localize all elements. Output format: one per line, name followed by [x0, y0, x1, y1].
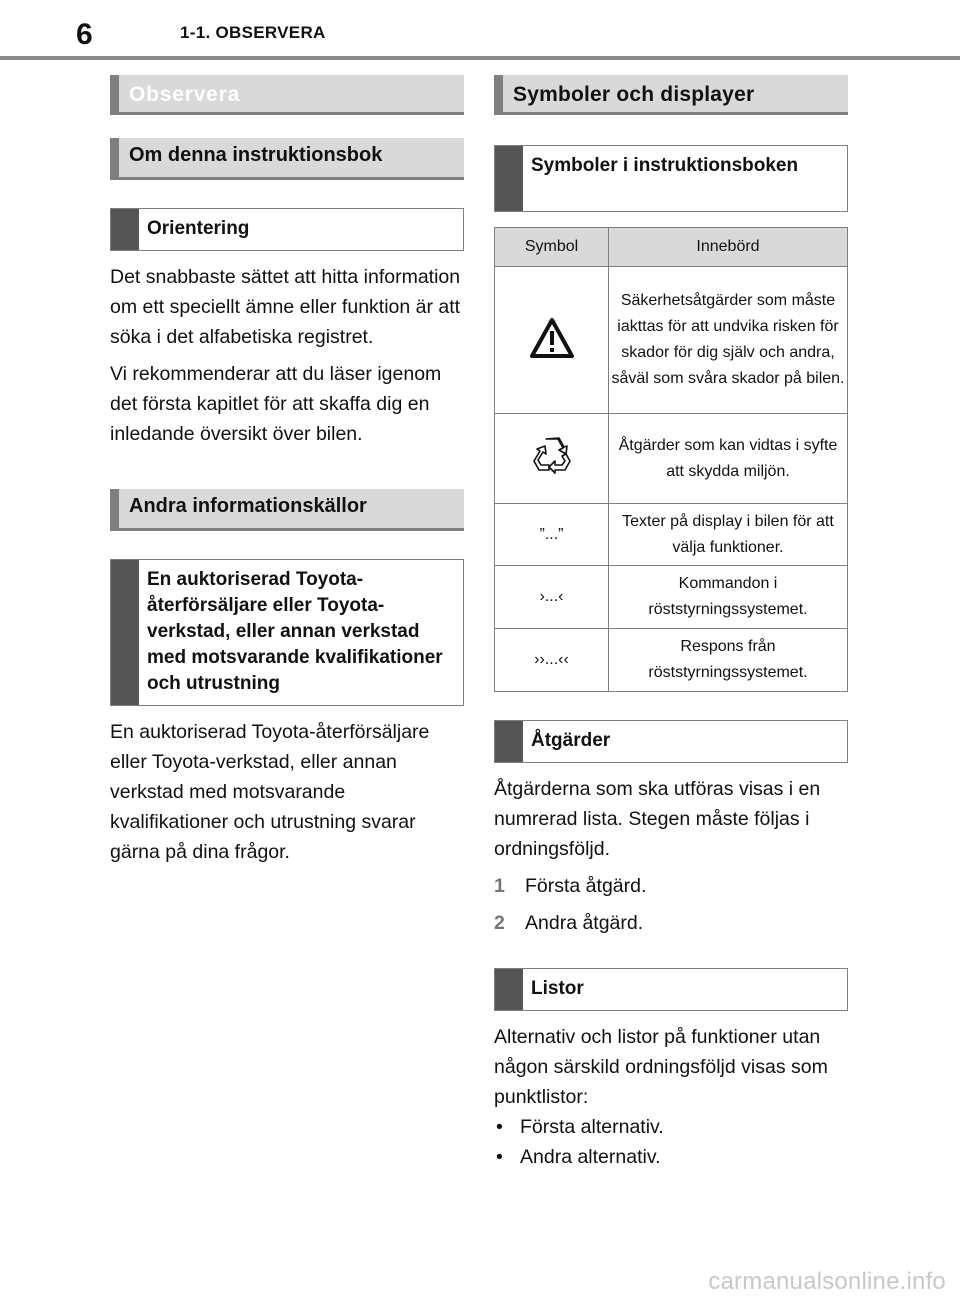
subheading-bar: [495, 146, 523, 211]
meaning-cell: Åtgärder som kan vidtas i syfte att skydda miljön.: [609, 414, 848, 504]
symbol-cell: ›...‹: [495, 566, 609, 629]
heading-om-denna-instruktionsbok: Om denna instruktionsbok: [110, 138, 464, 180]
subheading-bar: [111, 560, 139, 705]
subheading-orientering: [110, 208, 464, 251]
bullet-mark: •: [496, 1146, 503, 1168]
symbol-cell: [495, 267, 609, 414]
step-text: Andra åtgärd.: [525, 912, 644, 934]
meaning-cell: Kommandon i röststyrningssystemet.: [609, 566, 848, 629]
symbol-cell: ”...”: [495, 504, 609, 566]
page-footer: [0, 1268, 960, 1298]
meaning-cell: Respons från röststyrningssystemet.: [609, 629, 848, 692]
right-column: [494, 75, 848, 1172]
paragraph-atgarder: Åtgärderna som ska utföras visas i en numrerad lista. Stegen måste följas i ordningsföljd.: [494, 778, 821, 860]
list-item: [494, 871, 848, 901]
meaning-cell: Säkerhetsåtgärder som måste iakttas för att undvika risken för skador för dig själv och andra, såväl som svåra skador på bilen.: [609, 267, 848, 414]
bullet-text: Första alternativ.: [520, 1116, 664, 1138]
warning-triangle-icon: [529, 317, 575, 359]
subheading-symboler-i-instruktionsboken: [494, 145, 848, 212]
step-number: 2: [494, 912, 505, 934]
bullet-mark: •: [496, 1116, 503, 1138]
symbol-cell: [495, 414, 609, 504]
list-item: [494, 1142, 848, 1172]
subheading-auktoriserad-verkstad: [110, 559, 464, 706]
table-row: [495, 566, 848, 629]
paragraph-orientering-1: Det snabbaste sättet att hitta information om ett speciellt ämne eller funktion är att söka i det alfabetiska registret.: [110, 266, 461, 348]
subheading-bar: [495, 969, 523, 1010]
heading-andra-informationskallor: Andra informationskällor: [110, 489, 464, 531]
subheading-bar: [495, 721, 523, 762]
subheading-text: En auktoriserad Toyota-återförsäljare eller Toyota-verkstad, eller annan verkstad med motsvarande kvalifikationer och utrustning: [147, 569, 443, 694]
section-title: 1-1. OBSERVERA: [180, 23, 326, 42]
subheading-text: Åtgärder: [531, 730, 611, 751]
subheading-text: Orientering: [147, 218, 250, 239]
page-number: 6: [76, 18, 93, 51]
column-header-symbol: Symbol: [495, 228, 609, 267]
subheading-atgarder: [494, 720, 848, 763]
paragraph-auktoriserad-verkstad: En auktoriserad Toyota-återförsäljare eller Toyota-verkstad, eller annan verkstad med motsvarande kvalifikationer och utrustning svarar gärna på dina frågor.: [110, 721, 430, 863]
step-text: Första åtgärd.: [525, 875, 647, 897]
step-number: 1: [494, 875, 505, 897]
header-divider: [0, 56, 960, 60]
list-item: [494, 908, 848, 938]
subheading-text: Symboler i instruktionsboken: [531, 155, 799, 176]
watermark: carmanualsonline.info: [708, 1268, 946, 1295]
table-row: [495, 267, 848, 414]
table-row: [495, 504, 848, 566]
symbol-cell: ››...‹‹: [495, 629, 609, 692]
heading-symboler-och-displayer: Symboler och displayer: [494, 75, 848, 115]
symbol-table: [494, 227, 848, 692]
recycle-icon: [529, 433, 575, 479]
column-header-meaning: Innebörd: [609, 228, 848, 267]
left-column: [110, 75, 464, 867]
page-header: [0, 0, 960, 60]
table-row: [495, 414, 848, 504]
paragraph-listor: Alternativ och listor på funktioner utan någon särskild ordningsföljd visas som punktlistor:: [494, 1026, 828, 1108]
paragraph-orientering-2: Vi rekommenderar att du läser igenom det första kapitlet för att skaffa dig en inledande översikt över bilen.: [110, 363, 442, 445]
subheading-text: Listor: [531, 978, 584, 999]
bullet-text: Andra alternativ.: [520, 1146, 661, 1168]
table-header-row: [495, 228, 848, 267]
table-row: [495, 629, 848, 692]
meaning-cell: Texter på display i bilen för att välja funktioner.: [609, 504, 848, 566]
subheading-bar: [111, 209, 139, 250]
heading-observera: Observera: [110, 75, 464, 115]
subheading-listor: [494, 968, 848, 1011]
list-item: [494, 1112, 848, 1142]
